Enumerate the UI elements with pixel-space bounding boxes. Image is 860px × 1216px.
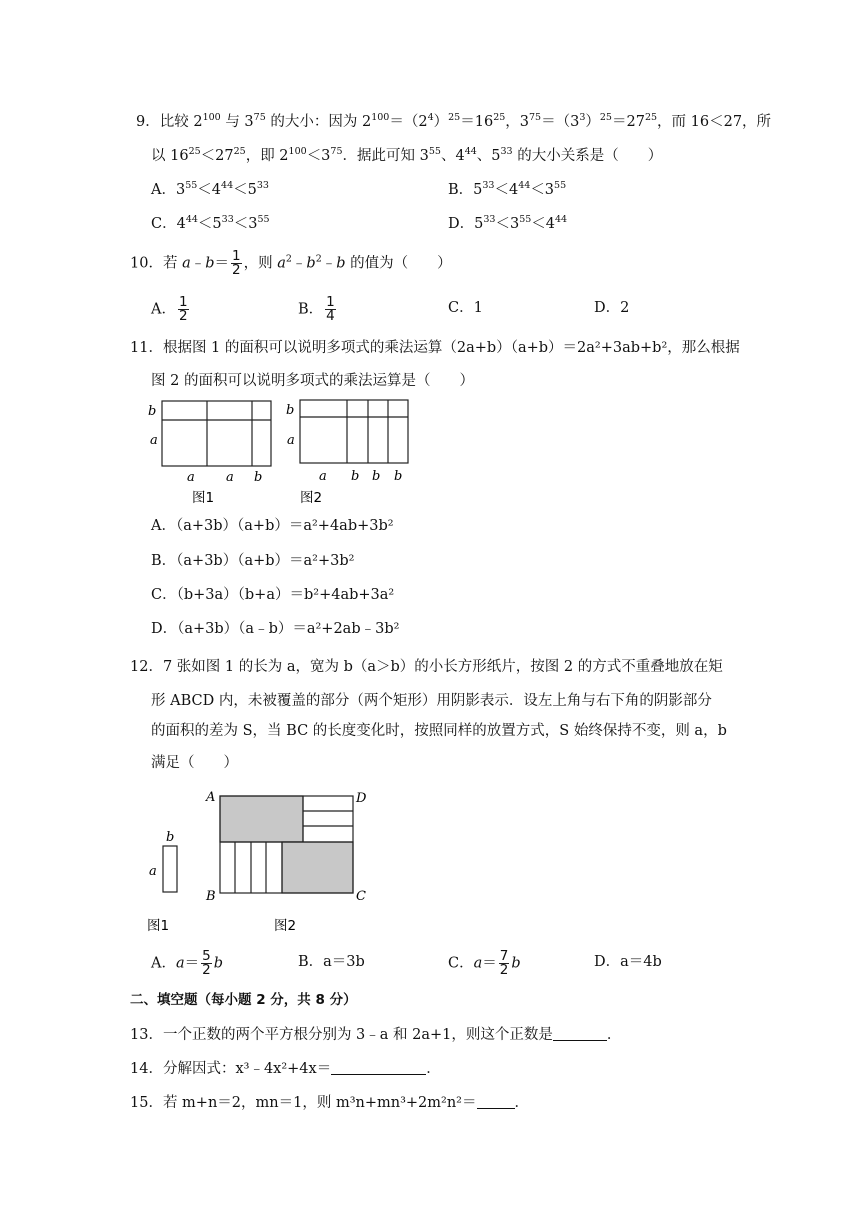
q11-option-d[interactable]: D．（a+3b）（a﹣b）＝a²+2ab﹣3b² <box>151 621 400 637</box>
q13: 13．一个正数的两个平方根分别为 3﹣a 和 2a+1，则这个正数是 ． <box>130 1027 622 1043</box>
q12-line2: 形 ABCD 内，未被覆盖的部分（两个矩形）用阴影表示．设左上角与右下角的阴影部分 <box>151 693 712 709</box>
q12-fig1-strip <box>163 846 177 892</box>
fig2-label-b-left: b <box>286 403 295 418</box>
q10-option-d[interactable]: D．2 <box>594 300 630 316</box>
q12-option-c[interactable]: C．a＝ $\frac{7}{2}$ b <box>448 948 521 978</box>
q12-fig2-label-a: A <box>206 790 216 805</box>
q12-line3: 的面积的差为 S，当 BC 的长度变化时，按照同样的放置方式，S 始终保持不变，则 a，b <box>151 723 727 739</box>
q11-option-b[interactable]: B．（a+3b）（a+b）＝a²+3b² <box>151 553 355 569</box>
q10-option-a[interactable]: A． $\frac{1}{2}$ <box>151 294 188 324</box>
fig1-label-a-2: a <box>226 470 234 485</box>
q14: 14．分解因式：x³﹣4x²+4x＝ ． <box>130 1061 441 1077</box>
q11-option-c[interactable]: C．（b+3a）（b+a）＝b²+4ab+3a² <box>151 587 395 603</box>
q12-fig2-label-d: D <box>356 791 367 806</box>
q15: 15．若 m+n＝2，mn＝1，则 m³n+mn³+2m²n²＝ ． <box>130 1095 529 1111</box>
fig1-label-a-1: a <box>187 470 195 485</box>
q12-fig1-label-a: a <box>149 864 157 879</box>
fig1-label-b-left: b <box>148 404 157 419</box>
q11-line2: 图 2 的面积可以说明多项式的乘法运算是（ ） <box>151 373 474 389</box>
q13-answer-blank[interactable] <box>553 1026 607 1041</box>
q12-line1: 12．7 张如图 1 的长为 a，宽为 b（a＞b）的小长方形纸片，按图 2 的方式不重叠地放在矩 <box>130 659 723 675</box>
q11-line1: 11．根据图 1 的面积可以说明多项式的乘法运算（2a+b）（a+b）＝2a²+3ab+b²，那么根据 <box>130 340 740 356</box>
q12-fig2-shade-top-left <box>220 796 303 842</box>
q9-line1: 9．比较 $2^{100}$ 与 $3^{75}$ 的大小：因为 $2^{100}=(2^4)^{25}=16^{25}$，$3^{75}=(3^3)^{25}=27^{25}$，而 16＜27，所 <box>136 112 772 130</box>
q12-fig1-label-b: b <box>166 830 175 845</box>
fig1-caption: 图1 <box>192 490 215 506</box>
q11-figure-2 <box>283 396 413 508</box>
fig2-outline <box>300 400 408 463</box>
q12-fig2-shade-bottom-right <box>282 842 353 893</box>
q12-option-d[interactable]: D．a＝4b <box>594 954 662 970</box>
fig2-label-a-bottom: a <box>319 469 327 484</box>
q12-option-b[interactable]: B．a＝3b <box>298 954 365 970</box>
fig2-label-a-left: a <box>287 433 295 448</box>
q12-figure-2 <box>200 786 380 938</box>
q12-fig2-label-c: C <box>356 889 366 904</box>
q9-line2: 以 $16^{25}<27^{25}$，即 $2^{100}<3^{75}$．据此可知 $3^{55}$、$4^{44}$、$5^{33}$ 的大小关系是（ ） <box>151 146 663 164</box>
q11-option-a[interactable]: A．（a+3b）（a+b）＝a²+4ab+3b² <box>151 518 394 534</box>
q12-fig2-caption: 图2 <box>274 918 297 934</box>
q12-fig2-label-b: B <box>206 889 216 904</box>
fig2-label-b-2: b <box>372 469 381 484</box>
q10-stem: 10．若 a﹣b＝ $\frac{1}{2}$ ，则 $a^2﹣b^2﹣b$ 的值为（ ） <box>130 248 452 278</box>
q11-figure-1 <box>146 398 276 508</box>
fig2-label-b-3: b <box>394 469 403 484</box>
q10-option-b[interactable]: B． $\frac{1}{4}$ <box>298 294 335 324</box>
q15-answer-blank[interactable] <box>477 1094 515 1109</box>
q10-fraction: $\frac{1}{2}$ <box>232 248 241 278</box>
q12-figure-1 <box>146 826 206 936</box>
q9-option-d[interactable]: D．$5^{33}<3^{55}<4^{44}$ <box>448 214 568 232</box>
q9-option-c[interactable]: C．$4^{44}<5^{33}<3^{55}$ <box>151 214 270 232</box>
fig1-outline <box>162 401 271 466</box>
fig1-label-a-left: a <box>150 433 158 448</box>
q14-answer-blank[interactable] <box>331 1060 426 1075</box>
q12-fig1-caption: 图1 <box>147 918 170 934</box>
q9-option-a[interactable]: A．$3^{55}<4^{44}<5^{33}$ <box>151 180 269 198</box>
fig2-caption: 图2 <box>300 490 323 506</box>
q12-line4: 满足（ ） <box>151 755 238 771</box>
q10-option-c[interactable]: C．1 <box>448 300 483 316</box>
fig2-label-b-1: b <box>351 469 360 484</box>
section-2-heading: 二、填空题（每小题 2 分，共 8 分） <box>130 992 357 1008</box>
fig1-label-b-bottom: b <box>254 470 263 485</box>
q12-option-a[interactable]: A．a＝ $\frac{5}{2}$ b <box>151 948 224 978</box>
q9-option-b[interactable]: B．$5^{33}<4^{44}<3^{55}$ <box>448 180 567 198</box>
